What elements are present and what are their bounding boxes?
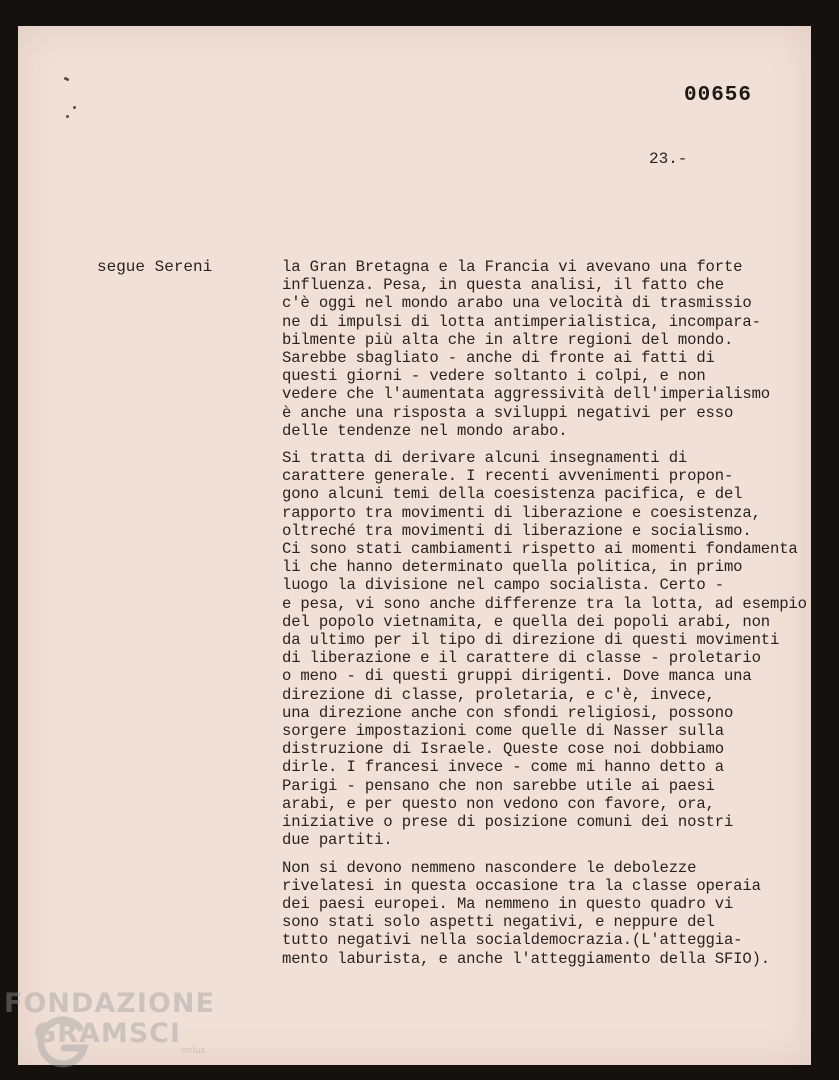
text-line: rapporto tra movimenti di liberazione e coesistenza,	[282, 503, 761, 522]
text-line: influenza. Pesa, in questa analisi, il fatto che	[282, 276, 724, 295]
text-line: sono stati solo aspetti negativi, e neppure del	[282, 913, 715, 932]
paragraph-1	[282, 258, 832, 440]
text-line: c'è oggi nel mondo arabo una velocità di trasmissio	[282, 294, 752, 313]
text-line: due partiti.	[282, 831, 393, 850]
text-line: gono alcuni temi della coesistenza pacifica, e del	[282, 485, 743, 504]
text-line: tutto negativi nella socialdemocrazia.(L'atteggia-	[282, 931, 743, 950]
text-line: arabi, e per questo non vedono con favore, ora,	[282, 794, 715, 813]
text-line: è anche una risposta a sviluppi negativi per esso	[282, 403, 734, 422]
text-line: o meno - di questi gruppi dirigenti. Dove manca una	[282, 667, 752, 686]
text-line: Ci sono stati cambiamenti rispetto ai momenti fondamenta	[282, 540, 798, 559]
text-line: li che hanno determinato quella politica, in primo	[282, 558, 743, 577]
text-line: del popolo vietnamita, e quella dei popoli arabi, non	[282, 612, 771, 631]
text-line: Non si devono nemmeno nascondere le debolezze	[282, 858, 697, 877]
text-line: e pesa, vi sono anche differenze tra la lotta, ad esempio	[282, 594, 807, 613]
text-line: Si tratta di derivare alcuni insegnamenti di	[282, 449, 688, 468]
text-line: delle tendenze nel mondo arabo.	[282, 421, 568, 440]
text-line: dei paesi europei. Ma nemmeno in questo quadro vi	[282, 894, 734, 913]
text-line: la Gran Bretagna e la Francia vi avevano una forte	[282, 258, 743, 276]
fondazione-gramsci-watermark	[4, 988, 219, 1068]
text-line: direzione di classe, proletaria, e c'è, invece,	[282, 685, 715, 704]
watermark-line-1: FONDAZIONE	[4, 988, 215, 1019]
text-line: Sarebbe sbagliato - anche di fronte ai fatti di	[282, 349, 715, 368]
text-line: distruzione di Israele. Queste cose noi dobbiamo	[282, 740, 724, 759]
text-line: rivelatesi in questa occasione tra la classe operaia	[282, 876, 761, 895]
text-line: di liberazione e il carattere di classe - proletario	[282, 649, 761, 668]
text-line: Parigi - pensano che non sarebbe utile ai paesi	[282, 776, 715, 795]
speaker-margin-note: segue Sereni	[97, 258, 213, 276]
text-line: questi giorni - vedere soltanto i colpi, e non	[282, 367, 706, 386]
text-line: oltreché tra movimenti di liberazione e socialismo.	[282, 521, 752, 540]
text-line: sorgere impostazioni come quelle di Nasser sulla	[282, 722, 724, 741]
text-line: bilmente più alta che in altre regioni del mondo.	[282, 330, 734, 349]
text-line: da ultimo per il tipo di direzione di questi movimenti	[282, 631, 780, 650]
text-line: iniziative o prese di posizione comuni dei nostri	[282, 813, 734, 832]
document-body	[282, 258, 832, 977]
text-line: luogo la divisione nel campo socialista. Certo -	[282, 576, 724, 595]
paragraph-3	[282, 859, 832, 968]
text-line: una direzione anche con sfondi religiosi, possono	[282, 703, 734, 722]
text-line: carattere generale. I recenti avvenimenti propon-	[282, 467, 734, 486]
text-line: dirle. I francesi invece - come mi hanno detto a	[282, 758, 724, 777]
text-line: mento laburista, e anche l'atteggiamento della SFIO).	[282, 949, 771, 968]
archive-number: 00656	[684, 84, 753, 107]
watermark-line-2: GRAMSCI	[34, 1018, 182, 1049]
text-line: ne di impulsi di lotta antimperialistica, incompara-	[282, 312, 761, 331]
text-line: vedere che l'aumentata aggressività dell'imperialismo	[282, 385, 771, 404]
paragraph-2	[282, 449, 832, 849]
watermark-subtitle: onlus	[181, 1046, 206, 1056]
page-number: 23.-	[649, 150, 688, 168]
